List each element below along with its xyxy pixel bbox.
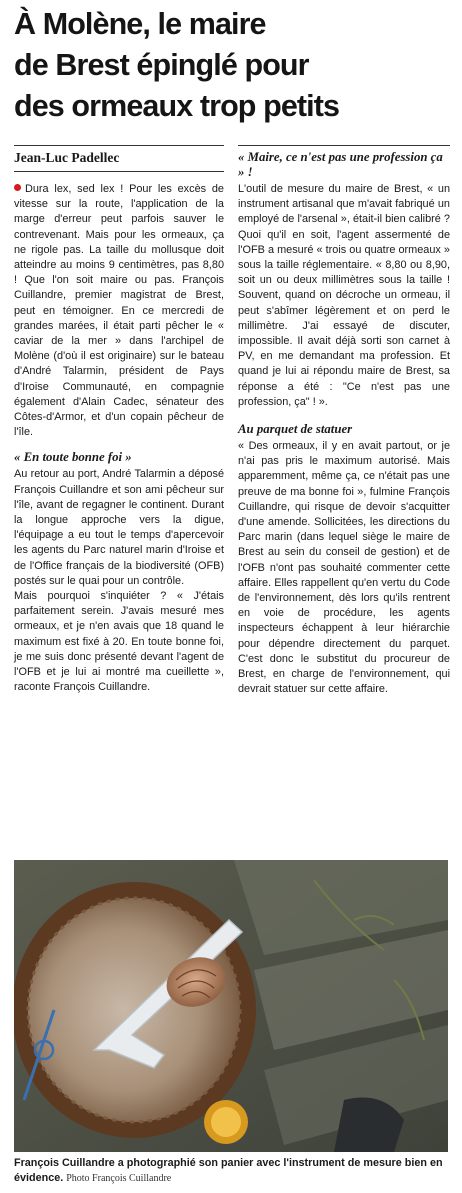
headline — [14, 4, 454, 127]
intro-paragraph — [14, 182, 224, 440]
photo-credit: Photo François Cuillandre — [66, 1173, 172, 1184]
divider — [14, 145, 224, 146]
paragraph: Au retour au port, André Talarmin a déposé François Cuillandre et son ami pêcheur sur l'île, avant de regagner le continent. Durant la longue approche vers la digue, l'équipage a eu tout le temps d'apercevoir les agents du Parc naturel marin d'Iroise et de l'Office français de la biodiversité (OFB) postés sur le quai pour un contrôle. — [14, 468, 224, 587]
paragraph: « Des ormeaux, il y en avait partout, or je n'ai pas pris le maximum autorisé. Mais apparemment, même ça, ce n'était pas une preuve de ma bonne foi », fulmine François Cuillandre, qui risque de devoir s'acquitter d'une amende. Sollicitées, les directions du Parc marin (dans lequel siège le maire de Brest au sein du conseil de gestion) et de l'OFB n'ont pas souhaité commenter cette affaire. Elles rappellent qu'en vertu du Code de l'environnement, dès lors qu'ils rentrent en voie de procédure, les agents inspecteurs échappent à leur hiérarchie pour dépendre directement du parquet. C'est donc le substitut du procureur de Brest, en charge de l'environnement, qui devrait statuer sur cette affaire. — [238, 440, 450, 696]
headline-line: À Molène, le maire — [14, 7, 266, 41]
divider — [238, 145, 450, 146]
article-column-right — [238, 150, 450, 698]
article-photo — [14, 860, 448, 1152]
headline-line: de Brest épinglé pour — [14, 48, 309, 82]
divider — [14, 171, 224, 172]
paragraph: Mais pourquoi s'inquiéter ? « J'étais parfaitement serein. J'avais mesuré mes ormeaux, et je n'en avais que 18 quand le maximum est fixé à 20. En toute bonne foi, je me suis donc présenté devant l'agent de l'OFB et je lui ai montré ma cueillette », raconte François Cuillandre. — [14, 590, 224, 694]
red-bullet-icon — [14, 184, 21, 191]
subhead: Au parquet de statuer — [238, 422, 353, 437]
headline-line: des ormeaux trop petits — [14, 89, 340, 123]
subhead: « En toute bonne foi » — [14, 450, 132, 465]
article-column-left — [14, 182, 224, 696]
yellow-container-inner — [211, 1107, 241, 1137]
photo-caption — [14, 1156, 450, 1186]
subhead: « Maire, ce n'est pas une profession ça » ! — [238, 150, 443, 179]
caption-text: François Cuillandre a photographié son panier avec l'instrument de mesure bien en évidence. — [14, 1157, 443, 1184]
paragraph: L'outil de mesure du maire de Brest, « un instrument artisanal que m'avait fabriqué un employé de l'arsenal », était-il bien calibré ? Quoi qu'il en soit, l'agent assermenté de l'OFB a mesuré « trois ou quatre ormeaux » sous la taille réglementaire. « 8,80 ou 8,90, soit un ou deux millimètres sous la taille ! Souvent, quand on décroche un ormeau, il peut s'abîmer légèrement et on perd le millimètre. J'ai essayé de discuter, impossible. Il avait déjà sorti son carnet à PV, en me demandant ma profession. Et quand je lui ai répondu maire de Brest, sa réponse a été : "Ce n'est pas une profession, ça" ! ». — [238, 183, 450, 408]
intro-text: Dura lex, sed lex ! Pour les excès de vitesse sur la route, l'application de la marge d'erreur peut parfois sauver le contrevenant. Mais pour les ormeaux, ça ne rigole pas. La taille du mollusque doit atteindre au moins 9 centimètres, pas 8,80 ! Que l'on soit maire ou pas. François Cuillandre, premier magistrat de Brest, peut en témoigner. En ce mercredi de grandes marées, il était parti pêcher le « caviar de la mer » dans l'archipel de Molène (d'où il est originaire) sur le bateau d'André Talarmin, président de Pays d'Iroise Communauté, en compagnie également d'Alain Cadec, sénateur des Côtes-d'Armor, et d'un copain pêcheur de l'île. — [14, 183, 224, 439]
byline: Jean-Luc Padellec — [14, 150, 120, 165]
